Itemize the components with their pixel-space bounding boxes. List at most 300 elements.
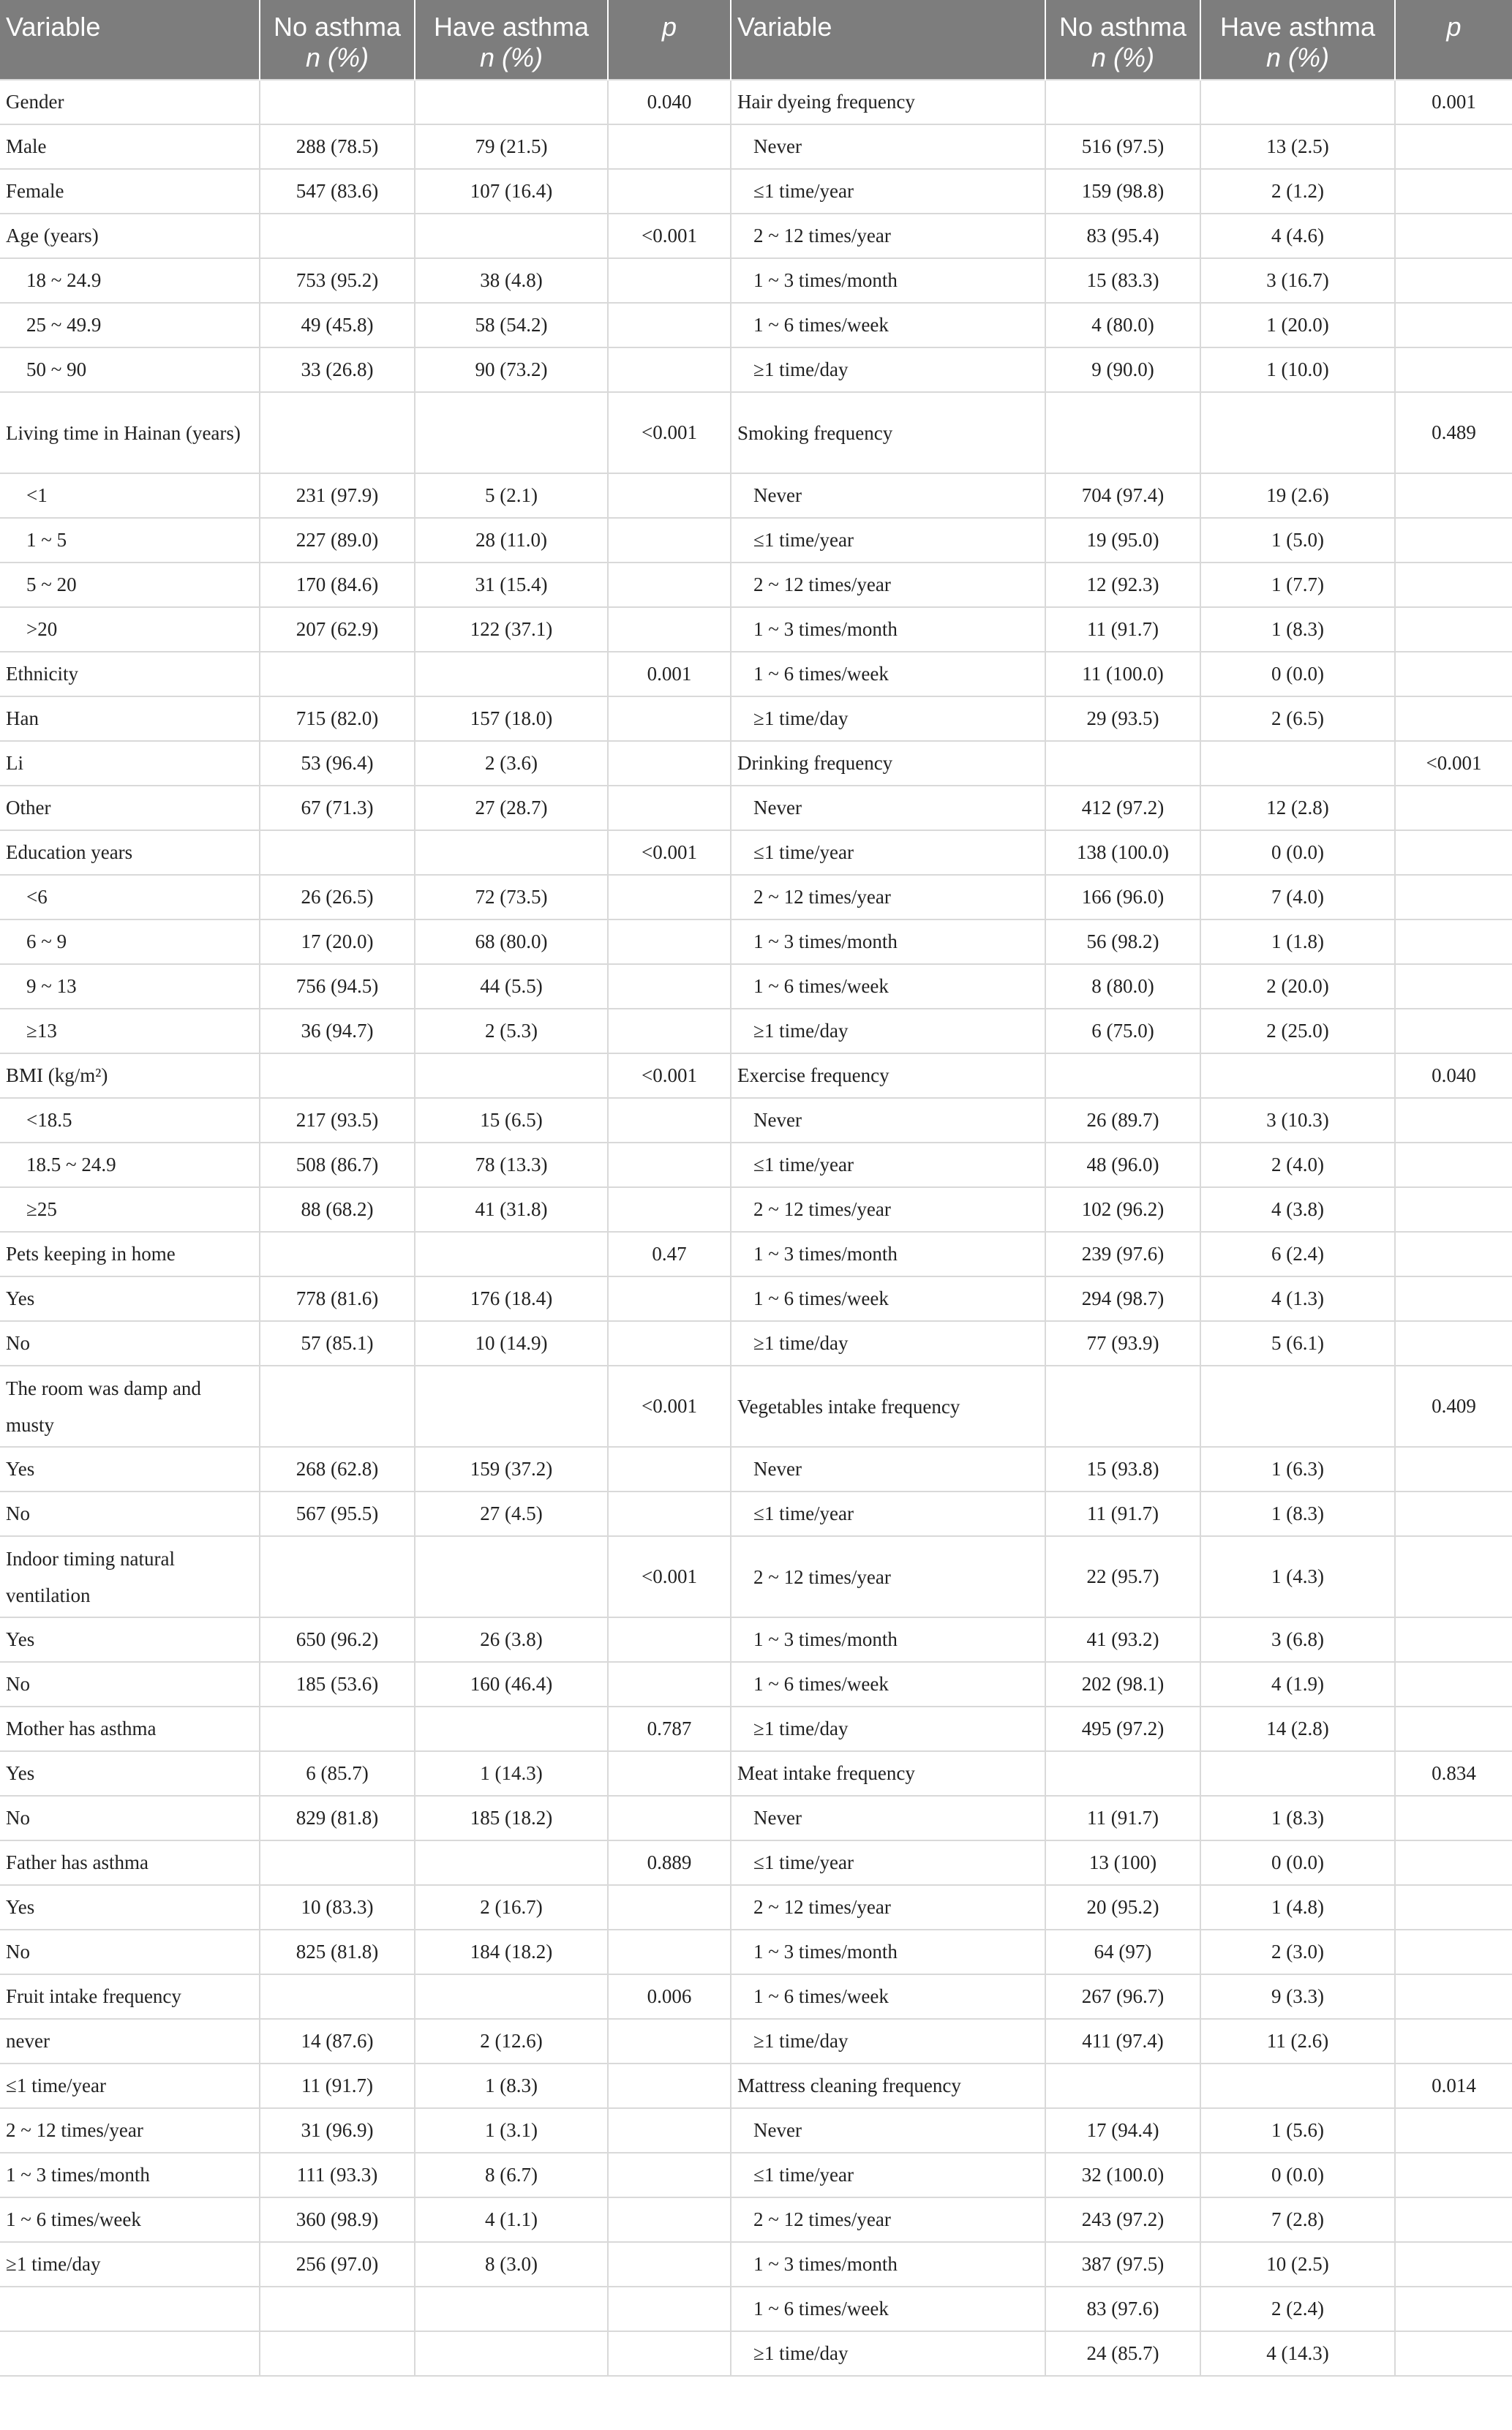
- p-value-cell: [608, 1098, 731, 1143]
- variable-cell: No: [0, 1662, 260, 1707]
- table-row: [0, 392, 1512, 473]
- have-asthma-cell: [415, 1974, 608, 2019]
- no-asthma-cell-right: 202 (98.1): [1045, 1662, 1200, 1707]
- no-asthma-cell: 715 (82.0): [260, 696, 415, 741]
- no-asthma-cell-right: 4 (80.0): [1045, 303, 1200, 347]
- have-asthma-cell-right: 3 (10.3): [1200, 1098, 1395, 1143]
- have-asthma-cell-right: 1 (7.7): [1200, 563, 1395, 607]
- have-asthma-cell-right: 11 (2.6): [1200, 2019, 1395, 2064]
- p-value-cell: [608, 1276, 731, 1321]
- have-asthma-cell-right: 0 (0.0): [1200, 2153, 1395, 2197]
- no-asthma-cell-right: 243 (97.2): [1045, 2197, 1200, 2242]
- variable-cell: <6: [0, 875, 260, 919]
- variable-cell-right: 2 ~ 12 times/year: [731, 214, 1045, 258]
- p-value-cell: [608, 1751, 731, 1796]
- no-asthma-cell: 31 (96.9): [260, 2108, 415, 2153]
- variable-cell: No: [0, 1321, 260, 1366]
- header-no-asthma: No asthma n (%): [1045, 0, 1200, 80]
- have-asthma-cell-right: 2 (3.0): [1200, 1930, 1395, 1974]
- table-row: [0, 347, 1512, 392]
- have-asthma-cell-right: 9 (3.3): [1200, 1974, 1395, 2019]
- table-row: [0, 1276, 1512, 1321]
- no-asthma-cell: [260, 830, 415, 875]
- variable-cell-right: Vegetables intake frequency: [731, 1366, 1045, 1447]
- no-asthma-cell-right: 9 (90.0): [1045, 347, 1200, 392]
- table-row: [0, 124, 1512, 169]
- p-value-cell: [608, 1009, 731, 1053]
- p-value-cell: <0.001: [608, 1053, 731, 1098]
- variable-cell-right: ≥1 time/day: [731, 1009, 1045, 1053]
- variable-cell: Other: [0, 786, 260, 830]
- p-value-cell-right: [1395, 1447, 1512, 1492]
- no-asthma-cell: [260, 80, 415, 124]
- p-value-cell-right: 0.489: [1395, 392, 1512, 473]
- no-asthma-cell-right: 26 (89.7): [1045, 1098, 1200, 1143]
- have-asthma-cell: 184 (18.2): [415, 1930, 608, 1974]
- variable-cell-right: ≥1 time/day: [731, 347, 1045, 392]
- variable-cell: Father has asthma: [0, 1840, 260, 1885]
- table-row: [0, 1321, 1512, 1366]
- table-body: [0, 80, 1512, 2376]
- no-asthma-cell: 170 (84.6): [260, 563, 415, 607]
- p-value-cell: [608, 1187, 731, 1232]
- table-row: [0, 1232, 1512, 1276]
- table-row: [0, 2197, 1512, 2242]
- variable-cell: ≥25: [0, 1187, 260, 1232]
- table-row: [0, 607, 1512, 652]
- p-value-cell: [608, 2153, 731, 2197]
- variable-cell-right: Never: [731, 1796, 1045, 1840]
- no-asthma-cell: 53 (96.4): [260, 741, 415, 786]
- no-asthma-cell: 268 (62.8): [260, 1447, 415, 1492]
- variable-cell: Pets keeping in home: [0, 1232, 260, 1276]
- have-asthma-cell-right: 1 (5.6): [1200, 2108, 1395, 2153]
- p-value-cell-right: <0.001: [1395, 741, 1512, 786]
- no-asthma-cell-right: 387 (97.5): [1045, 2242, 1200, 2287]
- table-row: [0, 214, 1512, 258]
- have-asthma-cell: 27 (4.5): [415, 1492, 608, 1536]
- no-asthma-cell: 207 (62.9): [260, 607, 415, 652]
- p-value-cell: [608, 1885, 731, 1930]
- p-value-cell: [608, 473, 731, 518]
- no-asthma-cell: 825 (81.8): [260, 1930, 415, 1974]
- no-asthma-cell-right: 41 (93.2): [1045, 1617, 1200, 1662]
- no-asthma-cell: [260, 1366, 415, 1447]
- no-asthma-cell: 778 (81.6): [260, 1276, 415, 1321]
- no-asthma-cell: [260, 1536, 415, 1617]
- variable-cell-right: 1 ~ 3 times/month: [731, 1930, 1045, 1974]
- no-asthma-cell-right: 102 (96.2): [1045, 1187, 1200, 1232]
- p-value-cell: [608, 1143, 731, 1187]
- have-asthma-cell-right: 12 (2.8): [1200, 786, 1395, 830]
- have-asthma-cell-right: [1200, 741, 1395, 786]
- have-asthma-cell-right: 1 (4.3): [1200, 1536, 1395, 1617]
- table-row: [0, 1492, 1512, 1536]
- p-value-cell-right: [1395, 1662, 1512, 1707]
- have-asthma-cell: [415, 1536, 608, 1617]
- no-asthma-cell: 36 (94.7): [260, 1009, 415, 1053]
- table-row: [0, 2153, 1512, 2197]
- table-row: [0, 652, 1512, 696]
- variable-cell-right: Smoking frequency: [731, 392, 1045, 473]
- table-row: [0, 786, 1512, 830]
- variable-cell-right: ≤1 time/year: [731, 830, 1045, 875]
- have-asthma-cell-right: 1 (8.3): [1200, 1492, 1395, 1536]
- variable-cell: ≤1 time/year: [0, 2064, 260, 2108]
- have-asthma-cell-right: 2 (6.5): [1200, 696, 1395, 741]
- no-asthma-cell-right: 20 (95.2): [1045, 1885, 1200, 1930]
- variable-cell-right: 1 ~ 3 times/month: [731, 607, 1045, 652]
- variable-cell-right: Never: [731, 124, 1045, 169]
- variable-cell-right: Hair dyeing frequency: [731, 80, 1045, 124]
- have-asthma-cell-right: 1 (10.0): [1200, 347, 1395, 392]
- have-asthma-cell: [415, 1707, 608, 1751]
- no-asthma-cell-right: 138 (100.0): [1045, 830, 1200, 875]
- table-row: [0, 80, 1512, 124]
- no-asthma-cell-right: [1045, 392, 1200, 473]
- no-asthma-cell: [260, 1974, 415, 2019]
- p-value-cell: [608, 2019, 731, 2064]
- p-value-cell-right: [1395, 1930, 1512, 1974]
- p-value-cell: [608, 919, 731, 964]
- have-asthma-cell: [415, 214, 608, 258]
- no-asthma-cell-right: 77 (93.9): [1045, 1321, 1200, 1366]
- variable-cell-right: 1 ~ 6 times/week: [731, 964, 1045, 1009]
- have-asthma-cell: 160 (46.4): [415, 1662, 608, 1707]
- p-value-cell: [608, 786, 731, 830]
- variable-cell: Li: [0, 741, 260, 786]
- variable-cell-right: 2 ~ 12 times/year: [731, 563, 1045, 607]
- have-asthma-cell: 1 (8.3): [415, 2064, 608, 2108]
- have-asthma-cell: [415, 2331, 608, 2376]
- no-asthma-cell-right: 32 (100.0): [1045, 2153, 1200, 2197]
- have-asthma-cell: [415, 1053, 608, 1098]
- p-value-cell-right: [1395, 830, 1512, 875]
- variable-cell-right: 2 ~ 12 times/year: [731, 2197, 1045, 2242]
- have-asthma-cell: 27 (28.7): [415, 786, 608, 830]
- have-asthma-cell-right: [1200, 80, 1395, 124]
- p-value-cell-right: [1395, 2153, 1512, 2197]
- no-asthma-cell-right: [1045, 1366, 1200, 1447]
- have-asthma-cell-right: 2 (4.0): [1200, 1143, 1395, 1187]
- have-asthma-cell: [415, 392, 608, 473]
- variable-cell: No: [0, 1492, 260, 1536]
- no-asthma-cell-right: 267 (96.7): [1045, 1974, 1200, 2019]
- p-value-cell-right: [1395, 1492, 1512, 1536]
- have-asthma-cell: 8 (6.7): [415, 2153, 608, 2197]
- variable-cell: Yes: [0, 1751, 260, 1796]
- variable-cell: [0, 2331, 260, 2376]
- have-asthma-cell: 107 (16.4): [415, 169, 608, 214]
- p-value-cell: [608, 2108, 731, 2153]
- have-asthma-cell: 2 (5.3): [415, 1009, 608, 1053]
- no-asthma-cell: 288 (78.5): [260, 124, 415, 169]
- variable-cell: Female: [0, 169, 260, 214]
- variable-cell: >20: [0, 607, 260, 652]
- variable-cell: Yes: [0, 1447, 260, 1492]
- no-asthma-cell-right: 15 (83.3): [1045, 258, 1200, 303]
- have-asthma-cell-right: 3 (6.8): [1200, 1617, 1395, 1662]
- header-no-asthma: No asthma n (%): [260, 0, 415, 80]
- no-asthma-cell-right: 17 (94.4): [1045, 2108, 1200, 2153]
- p-value-cell: [608, 1321, 731, 1366]
- have-asthma-cell: [415, 2287, 608, 2331]
- p-value-cell: [608, 2242, 731, 2287]
- table-row: [0, 1974, 1512, 2019]
- p-value-cell: [608, 2331, 731, 2376]
- variable-cell: ≥1 time/day: [0, 2242, 260, 2287]
- variable-cell-right: ≥1 time/day: [731, 1321, 1045, 1366]
- variable-cell: 9 ~ 13: [0, 964, 260, 1009]
- variable-cell-right: Meat intake frequency: [731, 1751, 1045, 1796]
- have-asthma-cell: 26 (3.8): [415, 1617, 608, 1662]
- p-value-cell-right: [1395, 2019, 1512, 2064]
- have-asthma-cell: [415, 80, 608, 124]
- no-asthma-cell: [260, 1053, 415, 1098]
- no-asthma-cell: 49 (45.8): [260, 303, 415, 347]
- p-value-cell-right: [1395, 696, 1512, 741]
- table-row: [0, 2242, 1512, 2287]
- p-value-cell-right: [1395, 875, 1512, 919]
- p-value-cell-right: 0.001: [1395, 80, 1512, 124]
- header-p: p: [1395, 0, 1512, 80]
- have-asthma-cell-right: [1200, 1053, 1395, 1098]
- variable-cell: Yes: [0, 1617, 260, 1662]
- p-value-cell-right: [1395, 1321, 1512, 1366]
- variable-cell-right: 2 ~ 12 times/year: [731, 1536, 1045, 1617]
- have-asthma-cell: [415, 1366, 608, 1447]
- variable-cell: Education years: [0, 830, 260, 875]
- p-value-cell: 0.889: [608, 1840, 731, 1885]
- have-asthma-cell-right: [1200, 1366, 1395, 1447]
- no-asthma-cell: [260, 1707, 415, 1751]
- variable-cell: Ethnicity: [0, 652, 260, 696]
- have-asthma-cell-right: 1 (8.3): [1200, 607, 1395, 652]
- table-row: [0, 258, 1512, 303]
- no-asthma-cell-right: 516 (97.5): [1045, 124, 1200, 169]
- p-value-cell: [608, 741, 731, 786]
- header-p: p: [608, 0, 731, 80]
- p-value-cell: <0.001: [608, 1366, 731, 1447]
- table-row: [0, 1536, 1512, 1617]
- have-asthma-cell: 159 (37.2): [415, 1447, 608, 1492]
- p-value-cell-right: [1395, 2197, 1512, 2242]
- p-value-cell: [608, 518, 731, 563]
- no-asthma-cell-right: 294 (98.7): [1045, 1276, 1200, 1321]
- header-variable: Variable: [731, 0, 1045, 80]
- have-asthma-cell: 1 (3.1): [415, 2108, 608, 2153]
- variable-cell: No: [0, 1930, 260, 1974]
- no-asthma-cell: 231 (97.9): [260, 473, 415, 518]
- variable-cell: 18.5 ~ 24.9: [0, 1143, 260, 1187]
- variable-cell-right: ≥1 time/day: [731, 2331, 1045, 2376]
- p-value-cell: [608, 1447, 731, 1492]
- table-row: [0, 919, 1512, 964]
- variable-cell: [0, 2287, 260, 2331]
- have-asthma-cell: [415, 1232, 608, 1276]
- p-value-cell: [608, 607, 731, 652]
- table-row: [0, 1143, 1512, 1187]
- no-asthma-cell-right: 11 (100.0): [1045, 652, 1200, 696]
- no-asthma-cell-right: 6 (75.0): [1045, 1009, 1200, 1053]
- p-value-cell-right: [1395, 786, 1512, 830]
- no-asthma-cell: [260, 2287, 415, 2331]
- have-asthma-cell: [415, 1840, 608, 1885]
- no-asthma-cell: 217 (93.5): [260, 1098, 415, 1143]
- have-asthma-cell: 58 (54.2): [415, 303, 608, 347]
- no-asthma-cell: 753 (95.2): [260, 258, 415, 303]
- p-value-cell: [608, 1796, 731, 1840]
- variable-cell: Han: [0, 696, 260, 741]
- variable-cell: never: [0, 2019, 260, 2064]
- table-row: [0, 2108, 1512, 2153]
- table-row: [0, 830, 1512, 875]
- have-asthma-cell-right: 1 (4.8): [1200, 1885, 1395, 1930]
- table-row: [0, 1707, 1512, 1751]
- p-value-cell: [608, 169, 731, 214]
- variable-cell: <18.5: [0, 1098, 260, 1143]
- variable-cell: 1 ~ 3 times/month: [0, 2153, 260, 2197]
- variable-cell: 50 ~ 90: [0, 347, 260, 392]
- p-value-cell-right: 0.040: [1395, 1053, 1512, 1098]
- p-value-cell: [608, 258, 731, 303]
- p-value-cell-right: [1395, 2108, 1512, 2153]
- p-value-cell-right: [1395, 964, 1512, 1009]
- no-asthma-cell: 67 (71.3): [260, 786, 415, 830]
- variable-cell: 1 ~ 5: [0, 518, 260, 563]
- have-asthma-cell: 15 (6.5): [415, 1098, 608, 1143]
- variable-cell: Age (years): [0, 214, 260, 258]
- have-asthma-cell-right: 7 (4.0): [1200, 875, 1395, 919]
- have-asthma-cell-right: 2 (25.0): [1200, 1009, 1395, 1053]
- p-value-cell: 0.040: [608, 80, 731, 124]
- p-value-cell-right: [1395, 652, 1512, 696]
- no-asthma-cell-right: 56 (98.2): [1045, 919, 1200, 964]
- no-asthma-cell-right: [1045, 1751, 1200, 1796]
- variable-cell: Fruit intake frequency: [0, 1974, 260, 2019]
- variable-cell-right: 2 ~ 12 times/year: [731, 875, 1045, 919]
- no-asthma-cell-right: [1045, 1053, 1200, 1098]
- no-asthma-cell: 650 (96.2): [260, 1617, 415, 1662]
- no-asthma-cell: 111 (93.3): [260, 2153, 415, 2197]
- have-asthma-cell-right: [1200, 1751, 1395, 1796]
- have-asthma-cell: 90 (73.2): [415, 347, 608, 392]
- variable-cell-right: Never: [731, 1098, 1045, 1143]
- have-asthma-cell-right: 3 (16.7): [1200, 258, 1395, 303]
- have-asthma-cell: 157 (18.0): [415, 696, 608, 741]
- p-value-cell: [608, 964, 731, 1009]
- have-asthma-cell-right: 1 (6.3): [1200, 1447, 1395, 1492]
- p-value-cell: [608, 1492, 731, 1536]
- variable-cell: BMI (kg/m²): [0, 1053, 260, 1098]
- p-value-cell-right: [1395, 169, 1512, 214]
- have-asthma-cell: 78 (13.3): [415, 1143, 608, 1187]
- have-asthma-cell-right: 6 (2.4): [1200, 1232, 1395, 1276]
- table-row: [0, 964, 1512, 1009]
- have-asthma-cell-right: 19 (2.6): [1200, 473, 1395, 518]
- table-row: [0, 1930, 1512, 1974]
- variable-cell-right: 1 ~ 3 times/month: [731, 919, 1045, 964]
- table-header: [0, 0, 1512, 80]
- p-value-cell: [608, 2064, 731, 2108]
- no-asthma-cell-right: 83 (95.4): [1045, 214, 1200, 258]
- p-value-cell: 0.787: [608, 1707, 731, 1751]
- variable-cell-right: Mattress cleaning frequency: [731, 2064, 1045, 2108]
- variable-cell-right: Never: [731, 473, 1045, 518]
- no-asthma-cell: 26 (26.5): [260, 875, 415, 919]
- variable-cell-right: 1 ~ 3 times/month: [731, 1617, 1045, 1662]
- p-value-cell-right: [1395, 347, 1512, 392]
- p-value-cell: [608, 303, 731, 347]
- variable-cell-right: ≤1 time/year: [731, 169, 1045, 214]
- variable-cell: Indoor timing natural ventilation: [0, 1536, 260, 1617]
- variable-cell-right: ≥1 time/day: [731, 2019, 1045, 2064]
- variable-cell: Male: [0, 124, 260, 169]
- variable-cell: 5 ~ 20: [0, 563, 260, 607]
- no-asthma-cell-right: 159 (98.8): [1045, 169, 1200, 214]
- no-asthma-cell: [260, 214, 415, 258]
- no-asthma-cell-right: 704 (97.4): [1045, 473, 1200, 518]
- p-value-cell-right: [1395, 2287, 1512, 2331]
- variable-cell: 2 ~ 12 times/year: [0, 2108, 260, 2153]
- table-row: [0, 2331, 1512, 2376]
- variable-cell: Gender: [0, 80, 260, 124]
- no-asthma-cell-right: 412 (97.2): [1045, 786, 1200, 830]
- header-variable: Variable: [0, 0, 260, 80]
- p-value-cell: <0.001: [608, 830, 731, 875]
- have-asthma-cell: 185 (18.2): [415, 1796, 608, 1840]
- have-asthma-cell-right: 2 (2.4): [1200, 2287, 1395, 2331]
- variable-cell-right: ≤1 time/year: [731, 1840, 1045, 1885]
- have-asthma-cell: 2 (12.6): [415, 2019, 608, 2064]
- p-value-cell: [608, 124, 731, 169]
- header-have-asthma: Have asthma n (%): [1200, 0, 1395, 80]
- have-asthma-cell-right: 1 (5.0): [1200, 518, 1395, 563]
- table-row: [0, 303, 1512, 347]
- table-row: [0, 696, 1512, 741]
- variable-cell: 18 ~ 24.9: [0, 258, 260, 303]
- p-value-cell-right: [1395, 607, 1512, 652]
- have-asthma-cell: 31 (15.4): [415, 563, 608, 607]
- table-row: [0, 1662, 1512, 1707]
- p-value-cell-right: [1395, 303, 1512, 347]
- p-value-cell: [608, 563, 731, 607]
- table-row: [0, 1366, 1512, 1447]
- p-value-cell: [608, 2287, 731, 2331]
- no-asthma-cell-right: 411 (97.4): [1045, 2019, 1200, 2064]
- no-asthma-cell-right: 12 (92.3): [1045, 563, 1200, 607]
- table-row: [0, 518, 1512, 563]
- p-value-cell: 0.006: [608, 1974, 731, 2019]
- variable-cell-right: ≥1 time/day: [731, 1707, 1045, 1751]
- no-asthma-cell: 6 (85.7): [260, 1751, 415, 1796]
- p-value-cell-right: [1395, 473, 1512, 518]
- table-row: [0, 1187, 1512, 1232]
- variable-cell-right: 2 ~ 12 times/year: [731, 1187, 1045, 1232]
- have-asthma-cell-right: 5 (6.1): [1200, 1321, 1395, 1366]
- have-asthma-cell-right: 4 (14.3): [1200, 2331, 1395, 2376]
- table-row: [0, 741, 1512, 786]
- p-value-cell-right: [1395, 2242, 1512, 2287]
- p-value-cell-right: [1395, 1840, 1512, 1885]
- table-row: [0, 169, 1512, 214]
- have-asthma-cell: 2 (3.6): [415, 741, 608, 786]
- variable-cell-right: 1 ~ 6 times/week: [731, 1662, 1045, 1707]
- have-asthma-cell: 176 (18.4): [415, 1276, 608, 1321]
- have-asthma-cell: 10 (14.9): [415, 1321, 608, 1366]
- p-value-cell-right: [1395, 124, 1512, 169]
- variable-cell: 25 ~ 49.9: [0, 303, 260, 347]
